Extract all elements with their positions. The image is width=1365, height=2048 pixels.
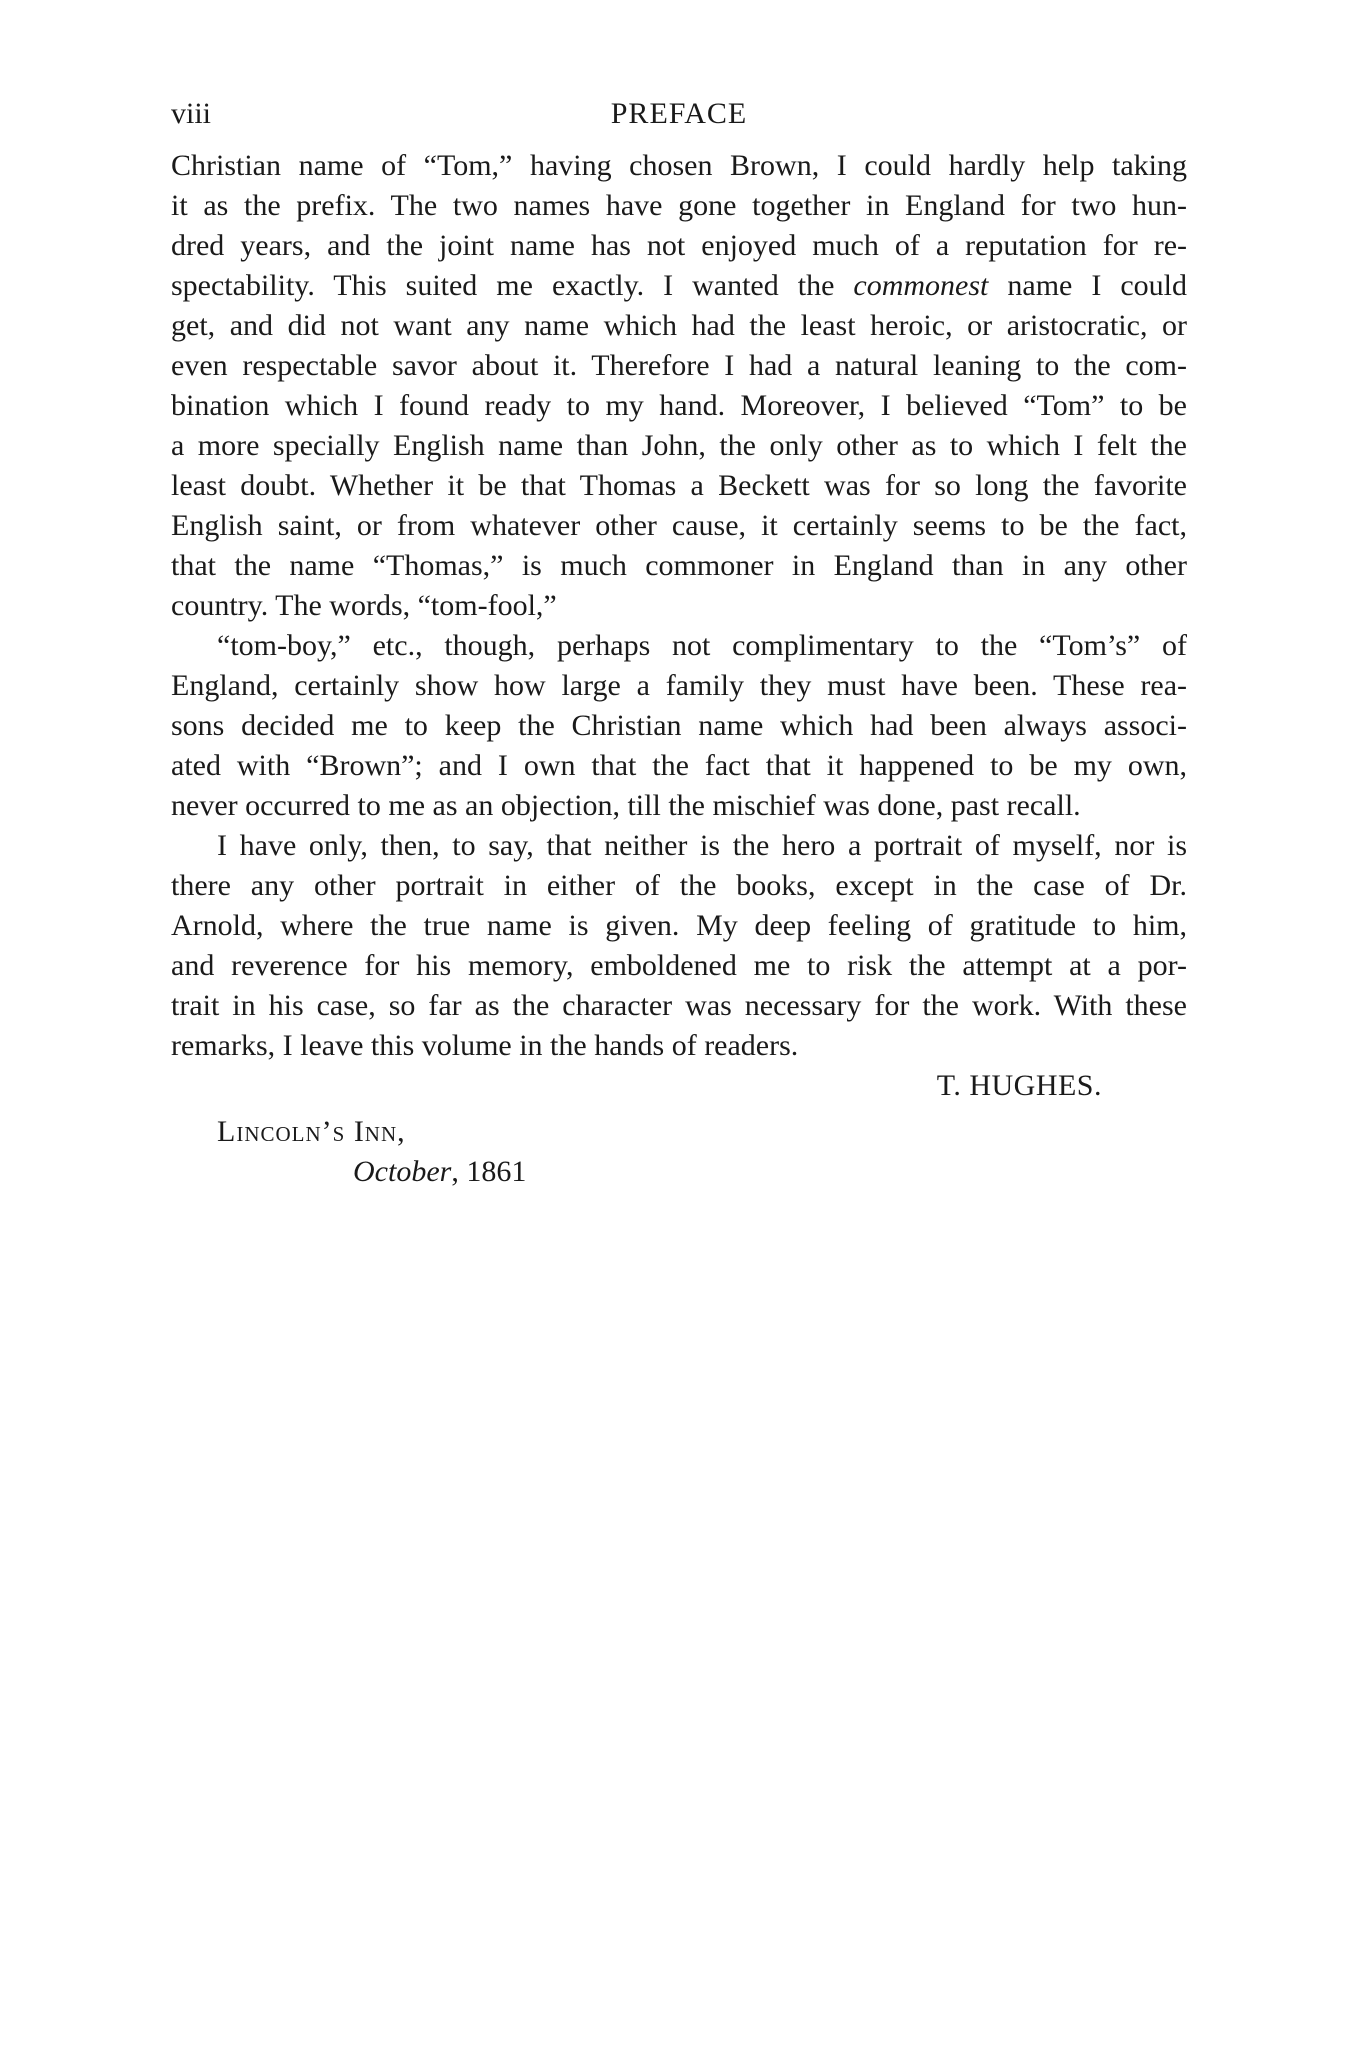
- text-line: it as the prefix. The two names have gone together in England for two hun-: [171, 189, 1187, 222]
- text-line: country. The words, “tom-fool,”: [171, 589, 557, 622]
- text-line: there any other portrait in either of the books, except in the case of Dr.: [171, 869, 1187, 902]
- paragraph-3: [171, 826, 1187, 1066]
- text-line: Arnold, where the true name is given. My deep feeling of gratitude to him,: [171, 909, 1187, 942]
- place-name: Lincoln’s Inn,: [217, 1115, 406, 1148]
- text-line: bination which I found ready to my hand. Moreover, I believed “Tom” to be: [171, 389, 1187, 422]
- paragraph-1: [171, 146, 1187, 626]
- running-title: PREFACE: [610, 97, 748, 130]
- text-line: I have only, then, to say, that neither is the hero a portrait of myself, nor is: [217, 829, 1187, 862]
- text-line: English saint, or from whatever other cause, it certainly seems to be the fact,: [171, 509, 1187, 542]
- text-line: [171, 266, 1187, 306]
- text-line: get, and did not want any name which had the least heroic, or aristocratic, or: [171, 309, 1187, 342]
- place-line: [171, 1112, 1187, 1152]
- text-line: sons decided me to keep the Christian name which had been always associ-: [171, 709, 1187, 742]
- text-line: a more specially English name than John, the only other as to which I felt the: [171, 429, 1187, 462]
- text-line: and reverence for his memory, emboldened me to risk the attempt at a por-: [171, 949, 1187, 982]
- emphasis-commonest: commonest: [853, 269, 989, 302]
- book-page: [171, 92, 1187, 1192]
- text-segment: name I could: [988, 269, 1188, 302]
- text-line: dred years, and the joint name has not enjoyed much of a reputation for re-: [171, 229, 1187, 262]
- text-line: “tom-boy,” etc., though, perhaps not complimentary to the “Tom’s” of: [217, 629, 1187, 662]
- text-segment: spectability. This suited me exactly. I wanted the: [171, 269, 854, 302]
- running-head: [171, 92, 1187, 136]
- preface-body: [171, 146, 1187, 1066]
- date-line: [171, 1152, 1187, 1192]
- text-line: never occurred to me as an objection, till the mischief was done, past recall.: [171, 789, 1081, 822]
- date-year: , 1861: [451, 1155, 527, 1188]
- text-line: even respectable savor about it. Therefore I had a natural leaning to the com-: [171, 349, 1187, 382]
- text-line: that the name “Thomas,” is much commoner in England than in any other: [171, 549, 1187, 582]
- text-line: England, certainly show how large a family they must have been. These rea-: [171, 669, 1187, 702]
- text-line: ated with “Brown”; and I own that the fact that it happened to be my own,: [171, 749, 1187, 782]
- page-number: viii: [171, 97, 212, 130]
- text-line: remarks, I leave this volume in the hands of readers.: [171, 1029, 799, 1062]
- date-month: October: [353, 1155, 452, 1188]
- author-signature: T. HUGHES.: [936, 1069, 1102, 1102]
- text-line: Christian name of “Tom,” having chosen Brown, I could hardly help taking: [171, 149, 1187, 182]
- text-line: least doubt. Whether it be that Thomas a Beckett was for so long the favorite: [171, 469, 1187, 502]
- paragraph-2: [171, 626, 1187, 826]
- text-line: trait in his case, so far as the character was necessary for the work. With these: [171, 989, 1187, 1022]
